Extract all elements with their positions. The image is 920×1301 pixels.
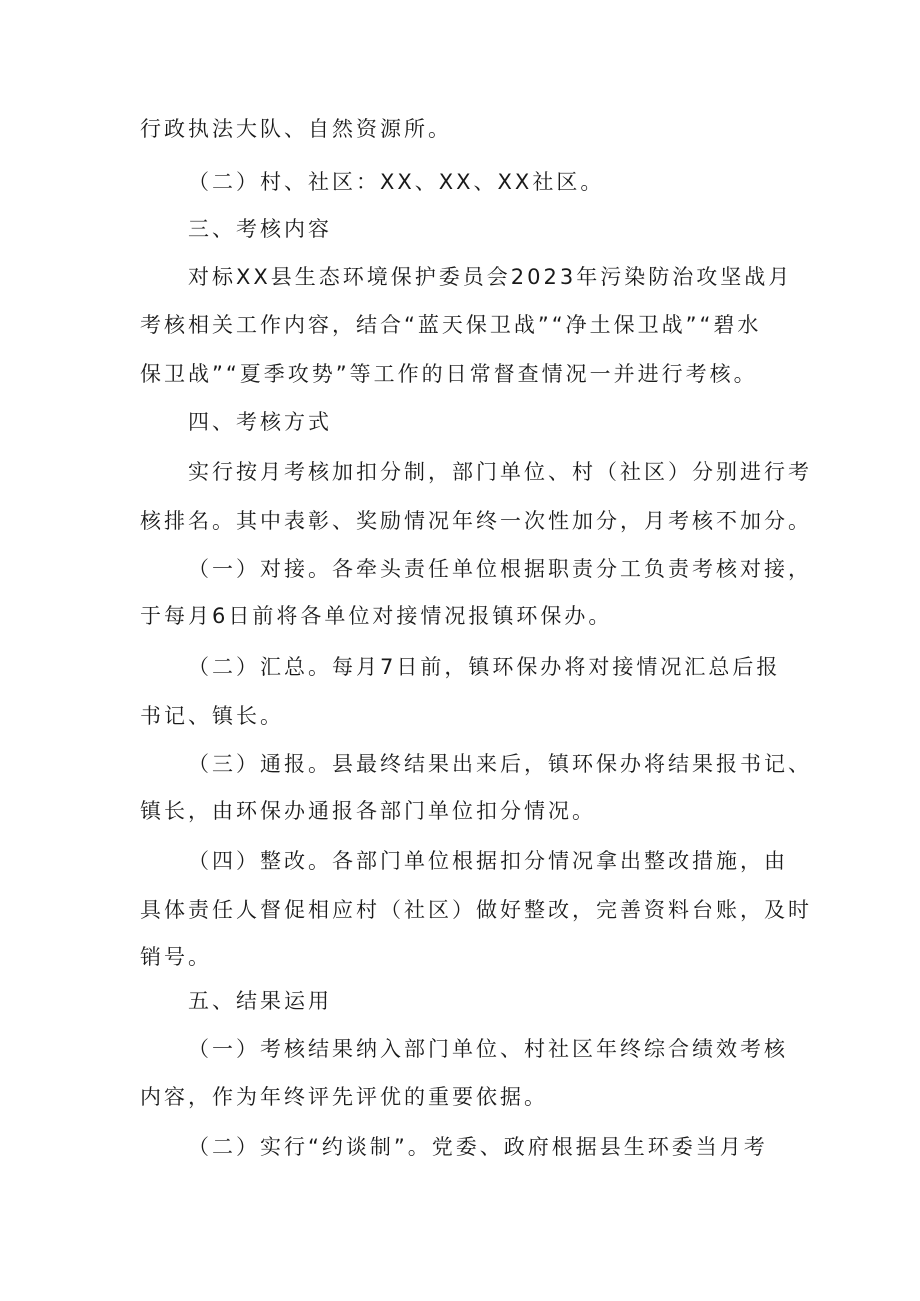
text-line-9: 核排名。其中表彰、奖励情况年终一次性加分，月考核不加分。 xyxy=(140,509,812,533)
text-line-11: 于每月6日前将各单位对接情况报镇环保办。 xyxy=(140,604,613,628)
text-line-10: （一）对接。各牵头责任单位根据职责分工负责考核对接， xyxy=(188,557,812,581)
text-line-13: 书记、镇长。 xyxy=(140,704,284,728)
text-line-21: 内容，作为年终评先评优的重要依据。 xyxy=(140,1085,548,1109)
text-line-15: 镇长，由环保办通报各部门单位扣分情况。 xyxy=(140,799,596,823)
text-line-5: 考核相关工作内容，结合“蓝天保卫战”“净土保卫战”“碧水 xyxy=(140,313,762,337)
text-line-18: 销号。 xyxy=(140,945,212,969)
text-line-16: （四）整改。各部门单位根据扣分情况拿出整改措施，由 xyxy=(188,849,788,873)
text-line-22: （二）实行“约谈制”。党委、政府根据县生环委当月考 xyxy=(188,1135,768,1159)
section-heading-5: 五、结果运用 xyxy=(188,989,332,1013)
text-line-8: 实行按月考核加扣分制，部门单位、村（社区）分别进行考 xyxy=(188,460,812,484)
text-line-4: 对标XX县生态环境保护委员会2023年污染防治攻坚战月 xyxy=(188,265,793,289)
text-line-20: （一）考核结果纳入部门单位、村社区年终综合绩效考核 xyxy=(188,1037,788,1061)
section-heading-4: 四、考核方式 xyxy=(188,410,332,434)
text-line-2: （二）村、社区：XX、XX、XX社区。 xyxy=(188,170,605,194)
text-line-1: 行政执法大队、自然资源所。 xyxy=(140,117,452,141)
text-line-17: 具体责任人督促相应村（社区）做好整改，完善资料台账，及时 xyxy=(140,898,812,922)
text-line-12: （二）汇总。每月7日前，镇环保办将对接情况汇总后报 xyxy=(188,655,781,679)
section-heading-3: 三、考核内容 xyxy=(188,217,332,241)
text-line-6: 保卫战”“夏季攻势”等工作的日常督查情况一并进行考核。 xyxy=(140,362,758,386)
text-line-14: （三）通报。县最终结果出来后，镇环保办将结果报书记、 xyxy=(188,752,812,776)
